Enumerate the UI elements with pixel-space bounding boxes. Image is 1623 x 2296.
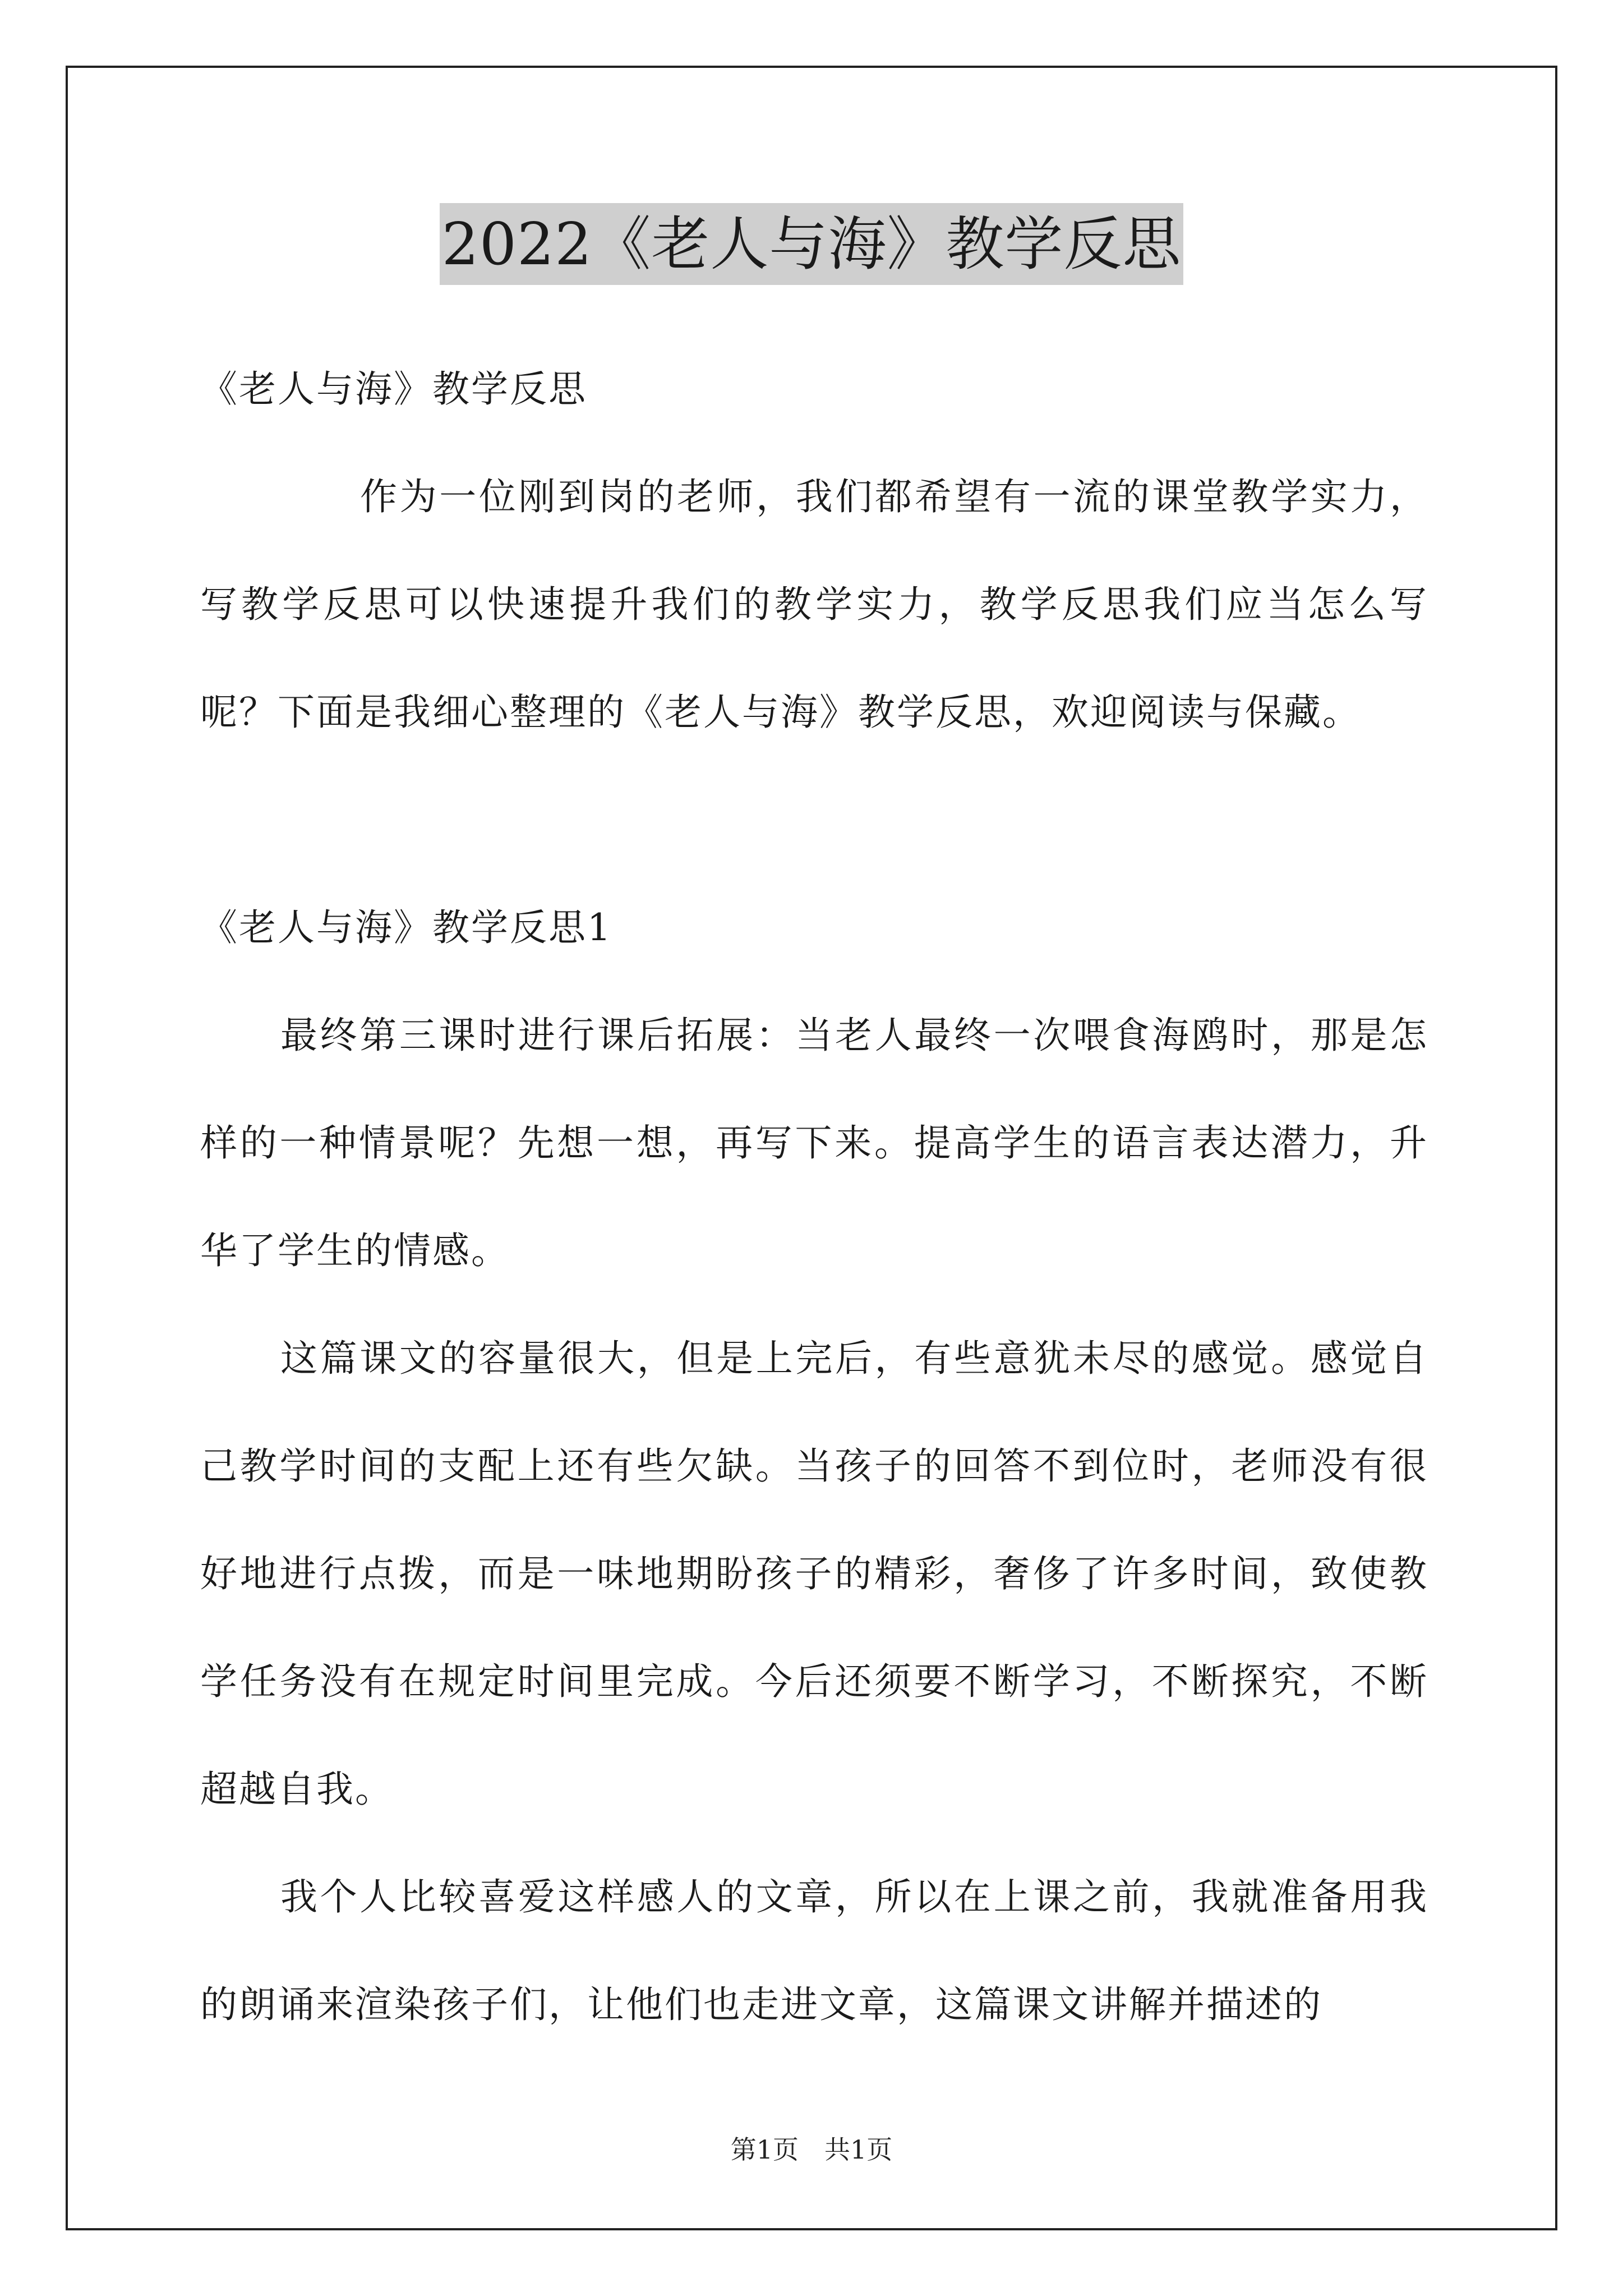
section-gap — [200, 766, 1428, 874]
intro-paragraph: 作为一位刚到岗的老师，我们都希望有一流的课堂教学实力，写教学反思可以快速提升我们的教学实力，教学反思我们应当怎么写呢？下面是我细心整理的《老人与海》教学反思，欢迎阅读与保藏。 — [200, 475, 1428, 734]
title-container — [0, 203, 1623, 285]
section-heading: 《老人与海》教学反思1 — [200, 906, 612, 949]
body-paragraph: 我个人比较喜爱这样感人的文章，所以在上课之前，我就准备用我的朗诵来渲染孩子们，让他们也走进文章，这篇课文讲解并描述的 — [200, 1875, 1428, 2026]
document-subtitle: 《老人与海》教学反思 — [200, 367, 587, 411]
body-paragraph: 最终第三课时进行课后拓展：当老人最终一次喂食海鸥时，那是怎样的一种情景呢？先想一想，再写下来。提高学生的语言表达潜力，升华了学生的情感。 — [200, 1014, 1428, 1272]
document-title: 2022《老人与海》教学反思 — [440, 203, 1184, 285]
page-footer: 第1页 共1页 — [730, 2134, 893, 2165]
body-paragraph: 这篇课文的容量很大，但是上完后，有些意犹未尽的感觉。感觉自己教学时间的支配上还有些欠缺。当孩子的回答不到位时，老师没有很好地进行点拨，而是一味地期盼孩子的精彩，奢侈了许多时间，致使教学任务没有在规定时间里完成。今后还须要不断学习，不断探究，不断超越自我。 — [200, 1337, 1428, 1811]
document-body — [200, 335, 1428, 2059]
